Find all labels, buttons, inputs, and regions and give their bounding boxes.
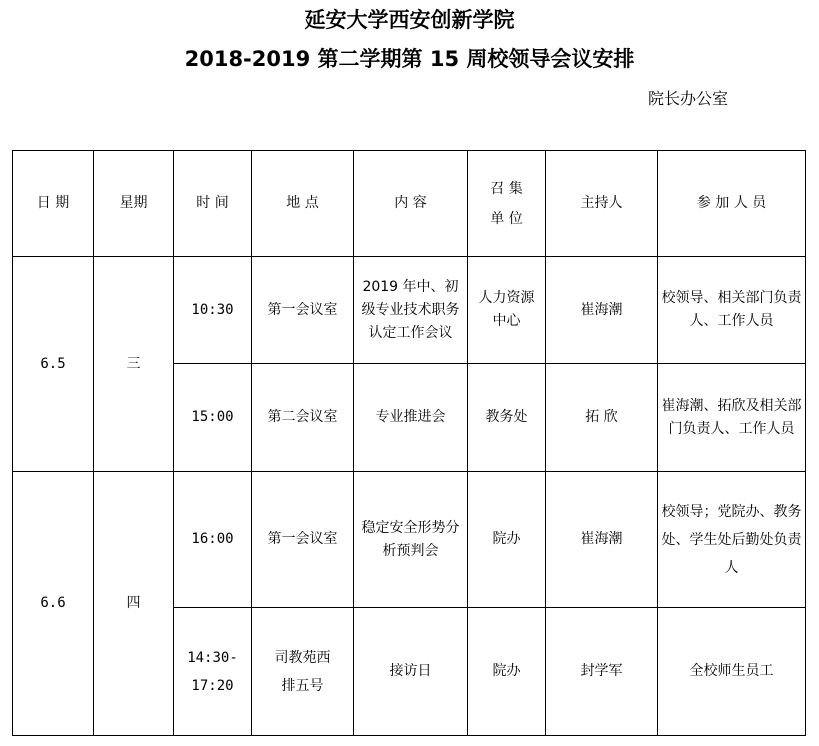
place-cell: 第二会议室 [252, 364, 354, 472]
table-row [13, 257, 806, 364]
convener-cell: 院办 [468, 472, 546, 608]
header-convener-line1: 召 集 [490, 180, 523, 197]
attendees-cell: 校领导；党院办、教务处、学生处后勤处负责人 [658, 472, 806, 608]
time-cell: 10:30 [174, 257, 252, 364]
header-weekday: 星期 [94, 151, 174, 257]
time-cell: 14:30-17:20 [174, 608, 252, 736]
header-convener-line2: 单 位 [490, 210, 523, 227]
host-cell: 崔海潮 [546, 257, 658, 364]
document-subtitle: 2018-2019 第二学期第 15 周校领导会议安排 [184, 47, 635, 71]
weekday-cell: 三 [94, 257, 174, 472]
content-cell: 2019 年中、初级专业技术职务认定工作会议 [354, 257, 468, 364]
content-cell: 接访日 [354, 608, 468, 736]
time-cell: 15:00 [174, 364, 252, 472]
convener-cell: 院办 [468, 608, 546, 736]
date-cell: 6.6 [13, 472, 94, 736]
place-cell: 第一会议室 [252, 472, 354, 608]
content-cell: 稳定安全形势分析预判会 [354, 472, 468, 608]
issuing-office: 院长办公室 [648, 89, 729, 108]
header-attendees: 参 加 人 员 [658, 151, 806, 257]
header-date: 日 期 [13, 151, 94, 257]
place-cell: 第一会议室 [252, 257, 354, 364]
attendees-cell: 崔海潮、拓欣及相关部门负责人、工作人员 [658, 364, 806, 472]
date-cell: 6.5 [13, 257, 94, 472]
attendees-cell: 校领导、相关部门负责人、工作人员 [658, 257, 806, 364]
host-cell: 崔海潮 [546, 472, 658, 608]
attendees-cell: 全校师生员工 [658, 608, 806, 736]
header-host: 主持人 [546, 151, 658, 257]
header-time: 时 间 [174, 151, 252, 257]
weekday-cell: 四 [94, 472, 174, 736]
convener-cell: 人力资源中心 [468, 257, 546, 364]
meeting-schedule-table [12, 150, 806, 736]
host-cell: 拓 欣 [546, 364, 658, 472]
place-cell: 司教苑西排五号 [252, 608, 354, 736]
header-convener [468, 151, 546, 257]
host-cell: 封学军 [546, 608, 658, 736]
time-cell: 16:00 [174, 472, 252, 608]
header-row [13, 151, 806, 257]
table-row [13, 472, 806, 608]
document-title: 延安大学西安创新学院 [304, 8, 515, 32]
header-place: 地 点 [252, 151, 354, 257]
header-content: 内 容 [354, 151, 468, 257]
convener-cell: 教务处 [468, 364, 546, 472]
content-cell: 专业推进会 [354, 364, 468, 472]
